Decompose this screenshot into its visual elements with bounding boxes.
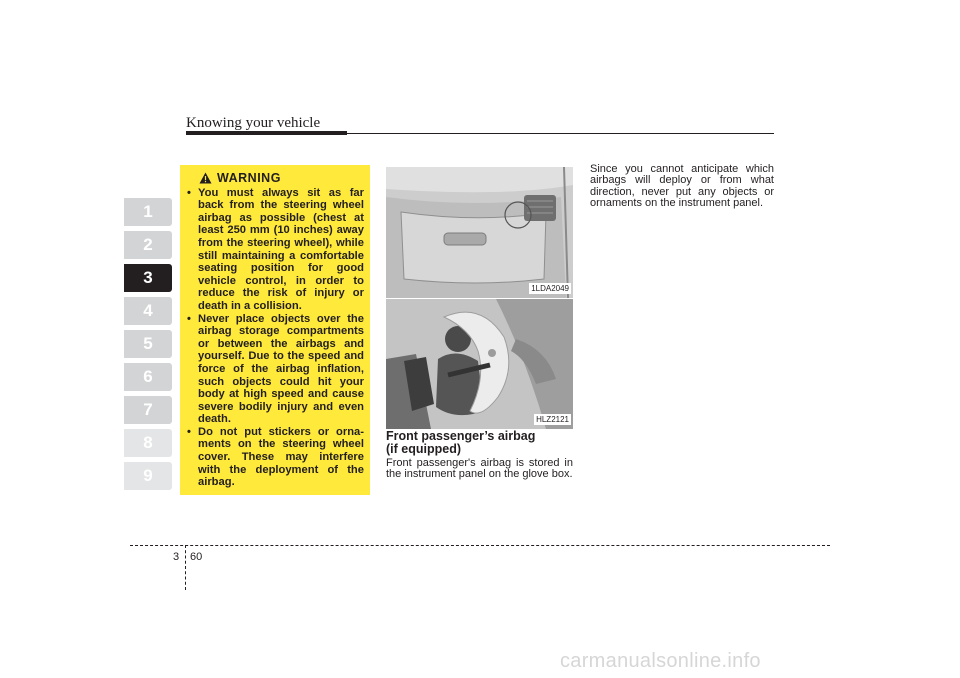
chapter-tab-9[interactable]: 9 [124,462,172,490]
figure-code-label: 1LDA2049 [531,284,569,293]
watermark-text: carmanualsonline.info [560,650,761,672]
header-rule-thick [186,131,347,135]
warning-box [180,165,370,495]
chapter-tab-1[interactable]: 1 [124,198,172,226]
warning-item: • Do not put stickers or orna-ments on the steering wheel cover. These may interfere with the deployment of the airbag. [186,426,364,489]
chapter-tabs [124,198,172,495]
chapter-tab-7[interactable]: 7 [124,396,172,424]
section-heading-line-1: Front passenger’s airbag [386,429,536,443]
section-heading-line-2: (if equipped) [386,441,461,456]
right-column-text: Since you cannot anticipate which airbags will deploy or from what direction, never put any objects or ornaments on the instrument panel. [590,163,774,210]
warning-triangle-icon [199,172,212,184]
footer-divider [130,545,830,546]
chapter-tab-4[interactable]: 4 [124,297,172,325]
warning-header [199,172,364,185]
footer-vertical-divider [185,545,186,590]
header-rule-thin [347,133,774,134]
airbag-deployment-figure [386,299,573,429]
footer-page-number: 60 [190,551,203,563]
warning-list [186,187,364,489]
footer-chapter-number: 3 [173,551,180,563]
warning-item: • Never place objects over the airbag storage compartments or between the airbags and yourself. Due to the speed and force of the airbag inflation, such objects could hit your body at high speed and cause severe bodily injury and even death. [186,313,364,426]
glove-box-figure [386,167,573,298]
warning-title: WARNING [217,171,281,185]
section-heading [386,430,574,455]
section-body-text: Front passenger's airbag is stored in the instrument panel on the glove box. [386,457,573,481]
warning-item: • You must always sit as far back from the steering wheel airbag as possible (chest at least 250 mm (10 inches) away from the steering wheel), while still maintaining a comfortable seating position for good vehicle control, in order to reduce the risk of injury or death in a collision. [186,187,364,313]
page-header-title: Knowing your vehicle [186,115,321,131]
chapter-tab-8[interactable]: 8 [124,429,172,457]
figure-code-label: HLZ2121 [536,415,569,424]
glove-box-airbag-illustration-icon [386,167,573,298]
chapter-tab-6[interactable]: 6 [124,363,172,391]
chapter-tab-5[interactable]: 5 [124,330,172,358]
chapter-tab-2[interactable]: 2 [124,231,172,259]
chapter-tab-3[interactable]: 3 [124,264,172,292]
passenger-airbag-deployment-illustration-icon [386,299,573,429]
